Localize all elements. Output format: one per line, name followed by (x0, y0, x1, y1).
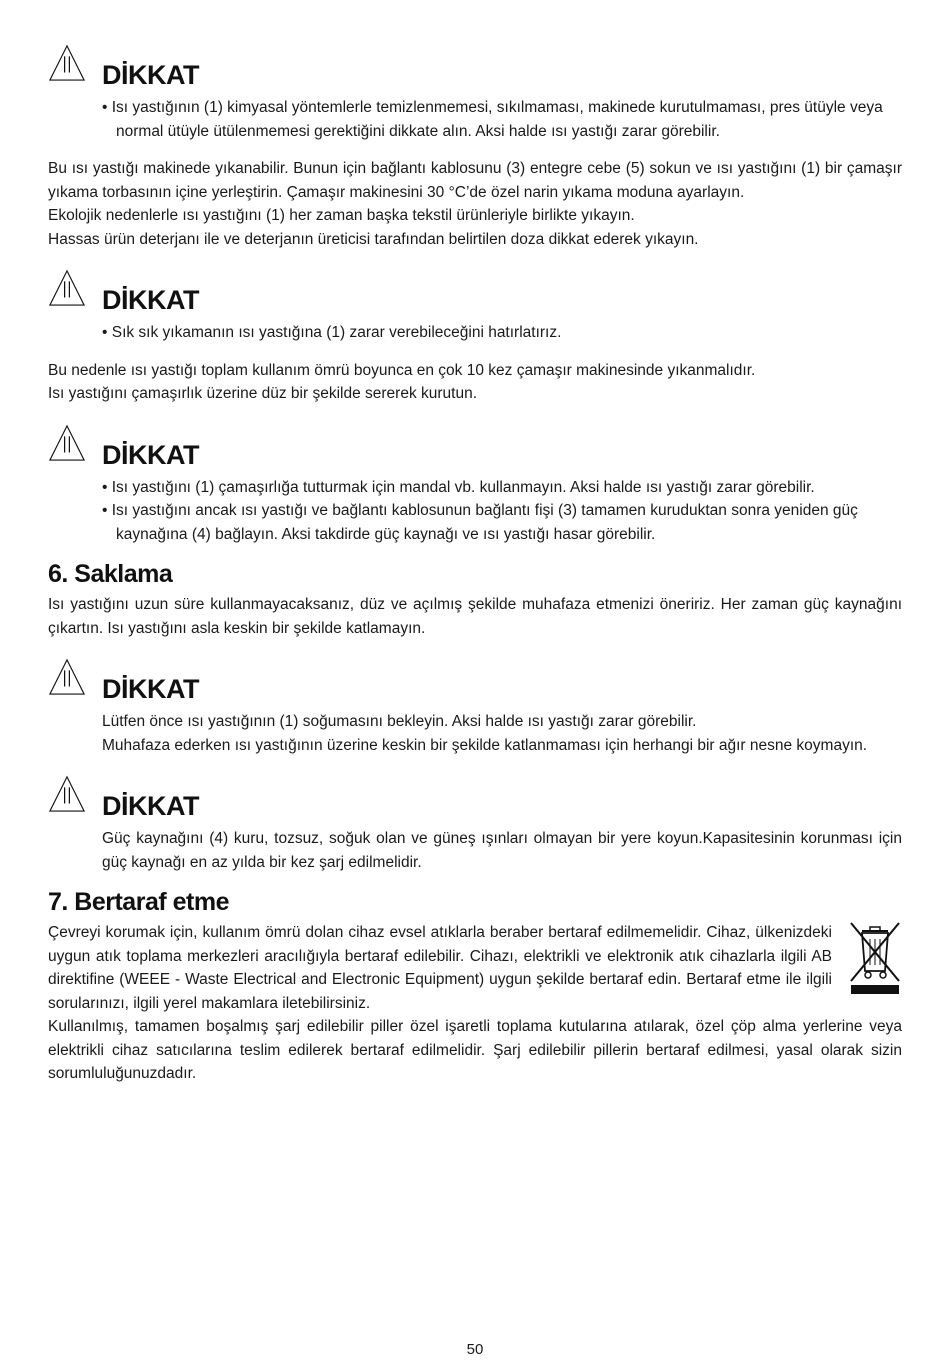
warning-bullet: • Isı yastığını ancak ısı yastığı ve bağlantı kablosunun bağlantı fişi (3) tamamen kuruduktan sonra yeniden güç kaynağına (4) bağlayın. Aksi takdirde güç kaynağı ve ısı yastığı hasar görebilir. (102, 499, 902, 546)
warning-title: DİKKAT (102, 60, 199, 90)
paragraph: Lütfen önce ısı yastığının (1) soğumasını bekleyin. Aksi halde ısı yastığı zarar görebilir. (102, 713, 697, 730)
warning-title: DİKKAT (102, 674, 199, 704)
crossed-out-wheelie-bin-icon (848, 921, 902, 997)
drying-section (48, 359, 902, 406)
warning-triangle-icon (48, 269, 86, 307)
paragraph: Ekolojik nedenlerle ısı yastığını (1) her zaman başka tekstil ürünleriyle birlikte yıkayın. (48, 207, 635, 224)
warning-triangle-icon (48, 775, 86, 813)
warning-block-5 (48, 771, 902, 874)
paragraph: Çevreyi korumak için, kullanım ömrü dolan cihaz evsel atıklarla beraber bertaraf edilmemelidir. Cihaz, ülkenizdeki uygun atık toplama merkezleri aracılığıyla bertaraf edilebilir. Cihazı, elektrikli ve elektronik atık cihazlarla ilgili AB direktifine (WEEE - Waste Electrical and Electronic Equipment) uygun şekilde bertaraf edin. Bertaraf etme ile ilgili sorularınızı, ilgili yerel makamlara iletebilirsiniz. (48, 924, 832, 1012)
warning-block-1 (48, 40, 902, 143)
section-heading: 7. Bertaraf etme (48, 888, 229, 916)
warning-bullet: • Isı yastığının (1) kimyasal yöntemlerle temizlenmemesi, sıkılmaması, makinede kurutulmaması, pres ütüyle veya normal ütüyle ütülenmemesi gerektiğini dikkate alın. Aksi halde ısı yastığı zarar görebilir. (102, 96, 902, 143)
warning-title: DİKKAT (102, 439, 199, 470)
warning-block-2 (48, 265, 902, 345)
washing-section (48, 157, 902, 251)
storage-section (48, 560, 902, 640)
warning-triangle-icon (48, 424, 86, 462)
paragraph: Hassas ürün deterjanı ile ve deterjanın üreticisi tarafından belirtilen doza dikkat ederek yıkayın. (48, 230, 699, 248)
warning-triangle-icon (48, 44, 86, 82)
warning-bullet: • Sık sık yıkamanın ısı yastığına (1) zarar verebileceğini hatırlatırız. (102, 321, 902, 345)
document-page (48, 40, 902, 1100)
paragraph: Isı yastığını uzun süre kullanmayacaksanız, düz ve açılmış şekilde muhafaza etmenizi öneririz. Her zaman güç kaynağını çıkartın. Isı yastığını asla keskin bir şekilde katlamayın. (48, 596, 902, 637)
paragraph: Isı yastığını çamaşırlık üzerine düz bir şekilde sererek kurutun. (48, 385, 478, 402)
warning-block-4 (48, 654, 902, 757)
warning-bullet: • Isı yastığını (1) çamaşırlığa tutturmak için mandal vb. kullanmayın. Aksi halde ısı yastığı zarar görebilir. (102, 476, 902, 500)
warning-triangle-icon (48, 658, 86, 696)
paragraph: Bu ısı yastığı makinede yıkanabilir. Bunun için bağlantı kablosunu (3) entegre cebe (5) sokun ve ısı yastığını (1) bir çamaşır yıkama torbasının içine yerleştirin. Çamaşır makinesini 30 °C’de özel narin yıkama moduna ayarlayın. (48, 160, 902, 201)
page-number: 50 (466, 1341, 484, 1358)
paragraph: Kullanılmış, tamamen boşalmış şarj edilebilir piller özel işaretli toplama kutularına atılarak, özel çöp alma yerlerine veya elektrikli cihaz satıcılarına teslim edilerek bertaraf edilmelidir. Şarj edilebilir pillerin bertaraf edilmesi, yasal olarak sizin sorumluluğunuzdadır. (48, 1018, 902, 1082)
paragraph: Bu nedenle ısı yastığı toplam kullanım ömrü boyunca en çok 10 kez çamaşır makinesinde yıkanmalıdır. (48, 361, 756, 379)
warning-block-3 (48, 420, 902, 547)
paragraph: Güç kaynağını (4) kuru, tozsuz, soğuk olan ve güneş ışınları olmayan bir yere koyun.Kapasitesinin korunması için güç kaynağı en az yılda bir kez şarj edilmelidir. (102, 830, 902, 871)
section-heading: 6. Saklama (48, 560, 173, 588)
disposal-section (48, 888, 902, 1086)
warning-title: DİKKAT (102, 791, 199, 821)
paragraph: Muhafaza ederken ısı yastığının üzerine keskin bir şekilde katlanmaması için herhangi bir ağır nesne koymayın. (102, 736, 868, 754)
warning-title: DİKKAT (102, 285, 199, 315)
